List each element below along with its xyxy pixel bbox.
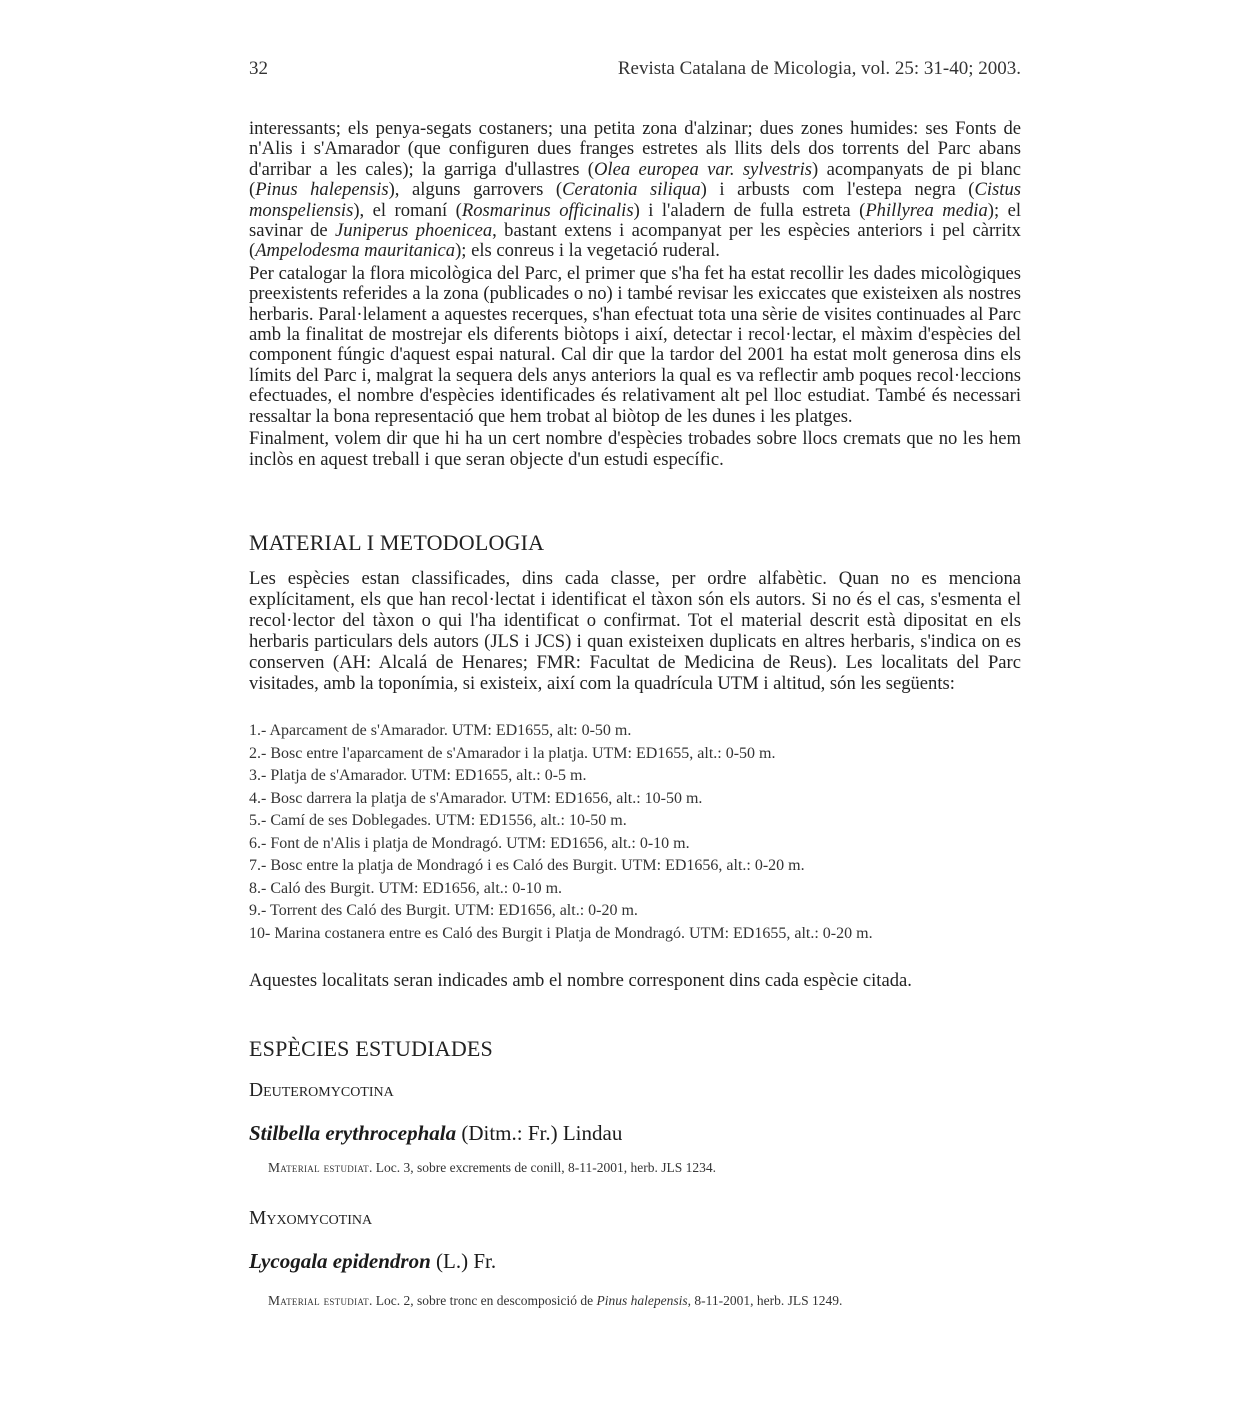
- taxon-group-deuteromycotina: Deuteromycotina: [249, 1080, 394, 1101]
- taxon-group-myxomycotina: Myxomycotina: [249, 1208, 373, 1229]
- locality-item: 8.- Caló des Burgit. UTM: ED1656, alt.: 0-10 m.: [249, 879, 563, 897]
- intro-paragraph-3: [249, 429, 1021, 470]
- section-heading-species: ESPÈCIES ESTUDIADES: [249, 1036, 493, 1061]
- material-details: [369, 1293, 842, 1308]
- italic-taxon: Pinus halepensis: [255, 179, 389, 201]
- italic-taxon: Cistus monspeliensis: [249, 179, 1021, 221]
- italic-taxon: Pinus halepensis: [596, 1293, 688, 1308]
- italic-taxon: Phillyrea media: [865, 199, 988, 221]
- text-run: . Loc. 2, sobre tronc en descomposició de: [368, 1293, 597, 1308]
- text-run: ) i arbusts com l'estepa negra (: [700, 179, 975, 201]
- text-run: ) i l'aladern de fulla estreta (: [633, 199, 866, 221]
- localities-note: Aquestes localitats seran indicades amb el nombre corresponent dins cada espècie citada.: [249, 970, 912, 991]
- methods-paragraph: Les espècies estan classificades, dins cada classe, per ordre alfabètic. Quan no es menciona explícitament, els que han recol·lectat i identificat el tàxon són els autors. Si no és el cas, s'esmenta el recol·lector del tàxon o qui l'ha identificat o confirmat. Tot el material descrit està dipositat en els herbaris particulars dels autors (JLS i JCS) i quan existeixen duplicats en altres herbaris, s'indica on es conserven (AH: Alcalá de Henares; FMR: Facultat de Medicina de Reus). Les localitats del Parc visitades, amb la toponímia, si existeix, així com la quadrícula UTM i altitud, són les següents:: [249, 568, 1021, 694]
- material-examined-stilbella: [268, 1160, 716, 1176]
- material-label: Material estudiat: [268, 1160, 369, 1175]
- text-run: Finalment, volem dir que hi ha un cert nombre d'espècies trobades sobre llocs cremats que no les hem inclòs en aquest treball i que seran objecte d'un estudi específic.: [249, 428, 1021, 470]
- species-entry-stilbella: [249, 1121, 622, 1146]
- intro-paragraph-2: [249, 264, 1021, 427]
- methods-text: [249, 568, 1021, 694]
- italic-taxon: Juniperus phoenicea: [335, 220, 493, 242]
- text-run: , 8-11-2001, herb. JLS 1249.: [687, 1293, 843, 1308]
- locality-item: 5.- Camí de ses Doblegades. UTM: ED1556, alt.: 10-50 m.: [249, 812, 627, 829]
- locality-item: 9.- Torrent des Caló des Burgit. UTM: ED1656, alt.: 0-20 m.: [249, 902, 638, 919]
- species-authority: (L.) Fr.: [430, 1249, 497, 1273]
- locality-item: 10- Marina costanera entre es Caló des Burgit i Platja de Mondragó. UTM: ED1655, alt.: 0-20 m.: [249, 924, 873, 942]
- italic-taxon: Ceratonia siliqua: [562, 179, 701, 201]
- text-run: Per catalogar la flora micològica del Parc, el primer que s'ha fet ha estat recollir les dades micològiques preexistents referides a la zona (publicades o no) i també revisar les exiccates que existeixen als nostres herbaris. Paral·lelament a aquestes recerques, s'han efectuat tota una sèrie de visites continuades al Parc amb la finalitat de mostrejar els diferents biòtops i així, detectar i recol·lectar, el màxim d'espècies del component fúngic d'aquest espai natural. Cal dir que la tardor del 2001 ha estat molt generosa dins els límits del Parc i, malgrat la sequera dels anys anteriors la qual es va reflectir amb poques recol·leccions efectuades, el nombre d'espècies identificades és relativament alt pel lloc estudiat. També és necessari ressaltar la bona representació que hem trobat al biòtop de les dunes i les platges.: [249, 262, 1021, 427]
- species-entry-lycogala: [249, 1249, 496, 1274]
- intro-paragraph-1: [249, 119, 1021, 262]
- text-run: ); els conreus i la vegetació ruderal.: [455, 240, 720, 262]
- journal-citation: Revista Catalana de Micologia, vol. 25: 31-40; 2003.: [617, 58, 1021, 79]
- text-run: . Loc. 3, sobre excrements de conill, 8-11-2001, herb. JLS 1234.: [368, 1160, 717, 1175]
- species-authority: (Ditm.: Fr.) Lindau: [456, 1121, 623, 1145]
- text-run: ), el romaní (: [353, 199, 462, 221]
- material-details: [369, 1160, 716, 1175]
- italic-taxon: Rosmarinus officinalis: [461, 199, 634, 221]
- species-name: Lycogala epidendron: [249, 1249, 431, 1273]
- species-name: Stilbella erythrocephala: [249, 1121, 457, 1145]
- locality-item: 3.- Platja de s'Amarador. UTM: ED1655, alt.: 0-5 m.: [249, 767, 587, 784]
- locality-item: 6.- Font de n'Alis i platja de Mondragó. UTM: ED1656, alt.: 0-10 m.: [249, 834, 690, 852]
- text-run: ); el savinar de: [249, 199, 1021, 242]
- text-run: ), alguns garrovers (: [388, 179, 563, 201]
- localities-list: [249, 720, 1021, 945]
- material-examined-lycogala: [268, 1293, 842, 1309]
- locality-item: 7.- Bosc entre la platja de Mondragó i es Caló des Burgit. UTM: ED1656, alt.: 0-20 m.: [249, 857, 805, 874]
- locality-item: 4.- Bosc darrera la platja de s'Amarador. UTM: ED1656, alt.: 10-50 m.: [249, 789, 703, 807]
- page-number: 32: [249, 58, 268, 79]
- italic-taxon: Olea europea var. sylvestris: [594, 158, 813, 180]
- locality-item: 1.- Aparcament de s'Amarador. UTM: ED1655, alt: 0-50 m.: [249, 722, 632, 739]
- locality-item: 2.- Bosc entre l'aparcament de s'Amarador i la platja. UTM: ED1655, alt.: 0-50 m.: [249, 744, 776, 762]
- introduction-text: [249, 119, 1021, 472]
- text-run: ) acompanyats de pi blanc (: [249, 158, 1021, 201]
- text-run: interessants; els penya-segats costaners; una petita zona d'alzinar; dues zones humides: ses Fonts de n'Alis i s'Amarador (que configuren dues franges estretes als llits dels dos torrents del Parc abans d'arribar a les cales); la garriga d'ullastres (: [249, 118, 1021, 180]
- text-run: , bastant extens i acompanyat per les espècies anteriors i pel càrritx (: [249, 220, 1021, 262]
- italic-taxon: Ampelodesma mauritanica: [255, 240, 456, 262]
- section-heading-methods: MATERIAL I METODOLOGIA: [249, 530, 545, 555]
- material-label: Material estudiat: [268, 1293, 369, 1308]
